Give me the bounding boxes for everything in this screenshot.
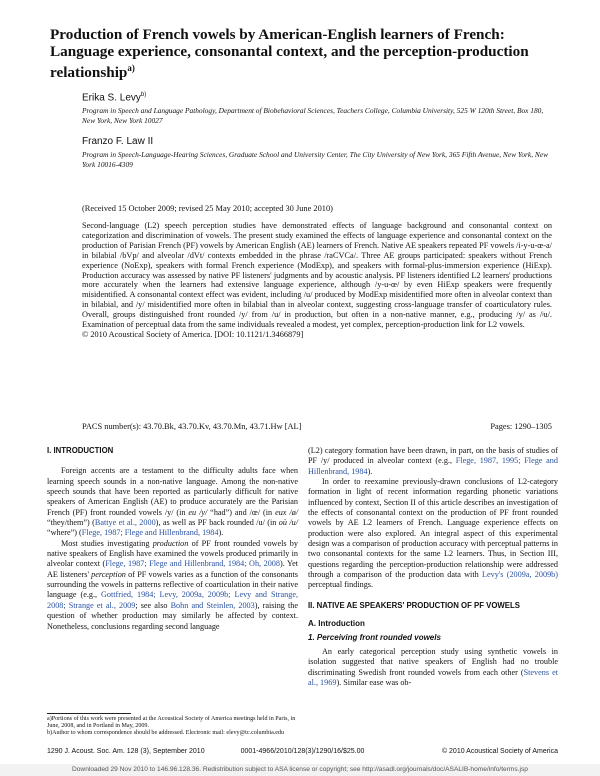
section-2-paragraph-1: An early categorical perception study using synthetic vowels in isolation suggested that native speakers of English had no trouble discriminating Swedish front rounded vowels from each other (Stevens et al., 1969). Similar ease was ob- bbox=[308, 646, 558, 687]
citation-link[interactable]: Levy's (2009a, 2009b) bbox=[481, 570, 558, 580]
pacs-line: PACS number(s): 43.70.Bk, 43.70.Kv, 43.70.Mn, 43.71.Hw [AL] Pages: 1290–1305 bbox=[82, 422, 552, 431]
footnotes bbox=[47, 716, 298, 738]
abstract: Second-language (L2) speech perception studies have demonstrated effects of language background and consonantal context on categorization and discrimination of vowels. The present study examined the effects of language experience and consonantal context on the production of Parisian French (PF) vowels by American English (AE) learners of French. Native AE speakers repeated PF vowels /i-y-u-œ-a/ in bilabial /bVp/ and alveolar /dVt/ contexts embedded in the phrase /raCVCa/. Three AE groups participated: speakers without French experience (NoExp), speakers with formal French experience (ModExp), and speakers with formal-plus-immersion experience (HiExp). Production accuracy was assessed by native PF listeners' judgments and by acoustic analysis. PF listeners identified L2 learners' productions more accurately when the learners had extensive language experience, although /y-u-œ/ by even HiExp speakers were frequently misidentified. A consonantal context effect was evident, including /u/ produced by ModExp misidentified more often in alveolar context than in bilabial, and /y/ misidentified more often in bilabial than in alveolar context, suggesting cross-language transfer of coarticulatory rules. Overall, groups distinguished front rounded /y/ from /u/ in production, but often in a non-native manner, e.g., producing /y/ as /ʲu/. Examination of perceptual data from the same individuals revealed a modest, yet complex, perception-production link for L2 vowels. © 2010 Acoustical Society of America. [DOI: 10.1121/1.3466879] bbox=[82, 221, 552, 339]
copyright: © 2010 Acoustical Society of America. bbox=[82, 329, 213, 339]
title-footnote-mark: a) bbox=[127, 63, 135, 73]
footer-issn: 0001-4966/2010/128(3)/1290/16/$25.00 bbox=[240, 748, 365, 755]
author-1-name: Erika S. Levy$^{b)}$ bbox=[82, 92, 147, 104]
section-heading-production: II. NATIVE AE SPEAKERS' PRODUCTION OF PF VOWELS bbox=[308, 600, 520, 610]
right-column bbox=[308, 446, 558, 688]
section-heading-introduction: I. INTRODUCTION bbox=[47, 446, 114, 455]
intro-paragraph-3: (L2) category formation have been drawn, in part, on the basis of studies of PF /y/ produced in alveolar context (e.g., Flege, 1987, 1995; Flege and Hillenbrand, 1984). bbox=[308, 446, 558, 476]
citation-link[interactable]: Battye et al., 2000 bbox=[94, 518, 156, 528]
citation-link[interactable]: Flege, 1987; Flege and Hillenbrand, 1984 bbox=[81, 528, 219, 538]
footnote-rule bbox=[47, 713, 131, 714]
left-column bbox=[47, 446, 298, 632]
footnote-a: a)Portions of this work were presented at the Acoustical Society of America meetings held in Paris, in June, 2008, and in Portland in May, 2009. bbox=[47, 716, 296, 730]
citation-link[interactable]: Bohn and Steinlen, 2003 bbox=[170, 600, 255, 610]
citation-link[interactable]: Flege, 1987; Flege and Hillenbrand, 1984; Oh, 2008 bbox=[105, 559, 280, 569]
citation-link[interactable]: Gottfried, 1984; Levy, 2009a, 2009b; Levy and Strange, 2008; Strange et al., 2009 bbox=[47, 590, 298, 610]
footnote-b: b)Author to whom correspondence should be addressed. Electronic mail: elevy@tc.columbia.edu bbox=[47, 730, 285, 737]
subsection-heading-introduction: A. Introduction bbox=[308, 619, 365, 629]
intro-paragraph-1: Foreign accents are a testament to the difficulty adults face when learning speech sounds in a non-native language. Among the non-native speech sounds that have been reported as particularly difficult for native speakers of American English (AE) to produce accurately are the Parisian French (PF) front rounded vowels /y/ (in eu /y/ “had”) and /œ/ (in eux /ø/ “they/them”) (Battye et al., 2000), as well as PF back rounded /u/ (in où /u/ “where”) (Flege, 1987; Flege and Hillenbrand, 1984). bbox=[47, 466, 298, 538]
received-dates: (Received 15 October 2009; revised 25 May 2010; accepted 30 June 2010) bbox=[82, 204, 333, 213]
citation-link[interactable]: Stevens et al., 1969 bbox=[308, 667, 558, 687]
paper-title: Production of French vowels by American-English learners of French: Language experience, consonantal context, and the perception-production relationship$^{a)}$ bbox=[50, 26, 529, 82]
download-banner: Downloaded 29 Nov 2010 to 146.96.128.36. Redistribution subject to ASA license or copyright; see http://asadl.org/journals/doc/ASALIB-home/info/terms.jsp bbox=[0, 764, 600, 776]
intro-paragraph-2: Most studies investigating production of PF front rounded vowels by native speakers of English have examined the vowels produced primarily in alveolar context (Flege, 1987; Flege and Hillenbrand, 1984; Oh, 2008). Yet AE listeners' perception of PF vowels varies as a function of the consonants surrounding the vowels in patterns reflective of coarticulation in their native language (e.g., Gottfried, 1984; Levy, 2009a, 2009b; Levy and Strange, 2008; Strange et al., 2009; see also Bohn and Steinlen, 2003), raising the question of whether production may similarly be affected by context. Nonetheless, conclusions regarding second language bbox=[47, 538, 298, 631]
subsubsection-heading-perceiving: 1. Perceiving front rounded vowels bbox=[308, 632, 441, 642]
footer-copyright: © 2010 Acoustical Society of America bbox=[441, 748, 558, 755]
author-1-affiliation: Program in Speech and Language Pathology, Department of Biobehavioral Sciences, Teachers College, Columbia University, 525 W 120th Street, Box 180, New York, New York 10027 bbox=[82, 106, 544, 125]
citation-link[interactable]: Flege, 1987, 1995; Flege and Hillenbrand, 1984 bbox=[308, 456, 558, 476]
doi: [DOI: 10.1121/1.3466879] bbox=[214, 329, 304, 339]
page-range: Pages: 1290–1305 bbox=[490, 422, 552, 431]
author-2-affiliation: Program in Speech-Language-Hearing Sciences, Graduate School and University Center, The City University of New York, 365 Fifth Avenue, New York, New York 10016-4309 bbox=[82, 150, 549, 169]
footer-journal-info: 1290 J. Acoust. Soc. Am. 128 (3), September 2010 bbox=[47, 748, 205, 755]
author-2-name: Franzo F. Law II bbox=[82, 136, 154, 147]
intro-paragraph-4: In order to reexamine previously-drawn conclusions of L2-category formation in light of recent information regarding phonetic variations influenced by context, Section II of this article describes an investigation of the effects of consonantal context on the production of PF front rounded vowels by AE L2 learners of French. Language experience effects on production were also explored. An integral aspect of this experimental design was a comparison of production accuracy with perceptual patterns in two consonantal contexts for the same L2 learners. Thus, in Section III, questions regarding the perception-production relationship were addressed through a comparison of the production data with Levy's (2009a, 2009b) perceptual findings. bbox=[308, 477, 558, 590]
